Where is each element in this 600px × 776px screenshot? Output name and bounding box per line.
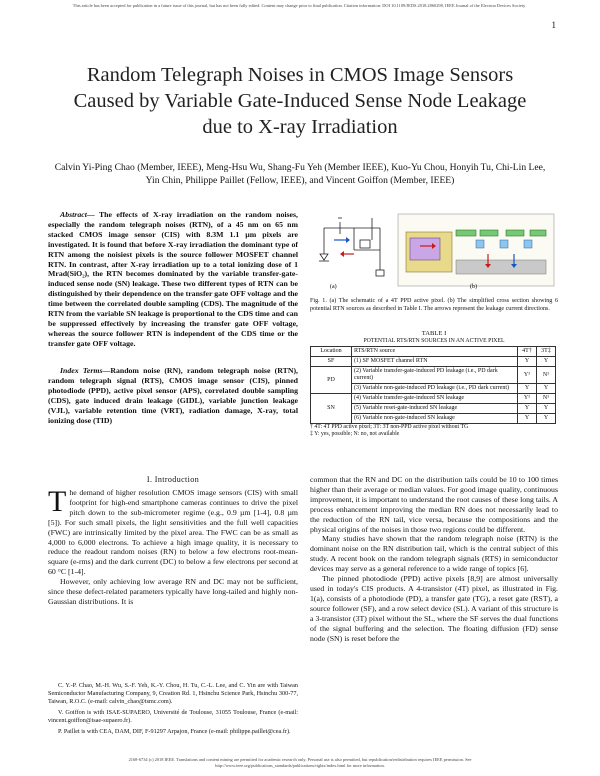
table-location-sf: SF [311, 357, 352, 367]
table-location-pd: PD [311, 367, 352, 394]
index-terms-label: Index Terms [60, 366, 103, 375]
table-1 [310, 346, 558, 438]
index-terms-block [48, 366, 298, 425]
paper-authors: Calvin Yi-Ping Chao (Member, IEEE), Meng-Hsu Wu, Shang-Fu Yeh (Member IEEE), Kuo-Yu Chou, Honyih Tu, Chi-Lin Lee, Yin Chin, Philippe Paillet (Fellow, IEEE), and Vincent Goiffon (Member, IEEE) [54, 162, 546, 186]
table-note-2: ‡ Y: yes, possible; N: no, not available [310, 431, 400, 438]
figure-1 [310, 210, 556, 294]
abstract-text: The effects of X-ray irradiation on the random noises, especially the random telegraph noises (RTN), of a 45 nm on 65 nm stacked CMOS image sensor (CIS) with 8.3M 1.1 µm pixels are investigated. It is found that before X-ray irradiation the dominant type of RTN among the noisiest pixels is the source follower MOSFET channel RTN. In contrast, after X-ray irradiation up to a total ionizing dose of 1 Mrad(SiO₂), the RTN becomes dominated by the variable transfer-gate-induced sense node (SN) leakage. These two different types of RTN can be distinguished by their dependence on the transfer gate OFF voltage and the time between the correlated double sampling (CDS). The magnitude of the RTN from the variable SN leakage is proportional to the CDS time and can be suppressed effectively by increasing the transfer gate OFF voltage, whereas the source follower RTN is independent of the CDS time or the transfer gate OFF voltage. [48, 210, 299, 348]
footer-line-2: http://www.ieee.org/publications_standards/publications/rights/index.html for more information. [215, 762, 385, 768]
table-row [311, 357, 556, 367]
page-number: 1 [551, 20, 556, 30]
table-3t-value: Y [537, 414, 556, 424]
table-source: (6) Variable non-gate-induced SN leakage [352, 414, 518, 424]
pixel-schematic [319, 218, 384, 290]
footnote-affiliation-tsmc: C. Y.-P. Chao, M.-H. Wu, S.-F. Yeh, K.-Y. Chou, H. Tu, C.-L. Lee, and C. Yin are with Taiwan Semiconductor Manufacturing Company, 9, Creation Rd. 1, Hsinchu Science Park, Hsinchu 300-77, Taiwan, R.O.C. (e-mail: calvin_chao@tsmc.com). [48, 682, 298, 705]
table-note-1: † 4T: 4T PPD active pixel; 3T: 3T non-PPD active pixel without TG [310, 424, 469, 430]
table-3t-value: Y [537, 384, 556, 394]
body-paragraph-continuation: common that the RN and DC on the distribution tails could be 10 to 100 times higher than their average or median values. For good image quality, continuous improvement, it is important to understand the root causes of these long tails. A process enhancement improving the median RN does not necessarily lead to the reduction of the RN tail, vice versa, because the compositions and the physical origins of the noises in those two regions could be different. [310, 475, 558, 534]
body-paragraph-ppd: The pinned photodiode (PPD) active pixels [8,9] are almost universally used in today's CIS products. A 4-transistor (4T) pixel, as illustrated in Fig. 1(a), consists of a photodiode (PD), a transfer gate (TG), a reset gate (RST), a source follower (SF), and a row select device (SL). A variant of this structure is a 3-transistor (3T) pixel without the SL, where the SF serves the dual functions of the signal buffering and the selection. The floating diffusion (FD) sense node (SN) is reset before the [310, 574, 558, 643]
table-4t-value: Y [518, 357, 537, 367]
table-3t-value: Y [537, 357, 556, 367]
table-header-source: RTS/RTN source [352, 347, 518, 357]
abstract-block [48, 210, 298, 349]
table-1-subtitle: POTENTIAL RTS/RTN SOURCES IN AN ACTIVE PIXEL [363, 338, 505, 344]
table-source: (1) SF MOSFET channel RTN [352, 357, 518, 367]
table-source: (4) Variable transfer-gate-induced SN leakage [352, 394, 518, 404]
table-header-3t: 3T‡ [537, 347, 556, 357]
abstract-label: Abstract [60, 210, 87, 219]
table-source: (3) Variable non-gate-induced PD leakage (i.e., PD dark current) [352, 384, 518, 394]
table-header-location: Location [311, 347, 352, 357]
paper-title: Random Telegraph Noises in CMOS Image Sensors Caused by Variable Gate-Induced Sense Node Leakage due to X-ray Irradiation [73, 64, 527, 138]
right-column-text [310, 475, 558, 643]
table-3t-value: Y [537, 404, 556, 414]
drop-cap: T [48, 485, 67, 518]
table-4t-value: Y [518, 384, 537, 394]
section-heading-introduction: I. Introduction [146, 475, 200, 484]
table-4t-value: Y¹ [518, 394, 537, 404]
table-header-row [311, 347, 556, 357]
table-4t-value: Y¹ [518, 367, 537, 384]
index-terms-paragraph: Index Terms—Random noise (RN), random telegraph noise (RTN), random telegraph signal (RTS), CMOS image sensor (CIS), pinned photodiode (PPD), active pixel sensor (APS), correlated double sampling (CDS), gate induced drain leakage (GIDL), variable junction leakage (VJL), variable retention time (VRT), radiation damage, X-ray, total ionizing dose (TID) [48, 366, 299, 425]
table-3t-value: N¹ [537, 367, 556, 384]
table-4t-value: Y [518, 404, 537, 414]
table-row [311, 394, 556, 404]
table-4t-value: Y [518, 414, 537, 424]
table-1-title: TABLE I [421, 330, 447, 337]
intro-paragraph-2: However, only achieving low average RN and DC may not be sufficient, since these defect-related parameters typically have long-tailed and highly non-Gaussian distributions. It is [48, 577, 298, 606]
table-header-4t: 4T† [518, 347, 537, 357]
footnote-affiliation-isae: V. Goiffon is with ISAE-SUPAERO, Université de Toulouse, 31055 Toulouse, France (e-mail: vincent.goiffon@isae-supaero.fr). [48, 709, 298, 724]
figure-1-schematic [310, 210, 556, 294]
table-source: (5) Variable reset-gate-induced SN leakage [352, 404, 518, 414]
pixel-cross-section [398, 214, 554, 290]
footer-line-1: 2168-6734 (c) 2018 IEEE. Translations and content mining are permitted for academic research only. Personal use is also permitted, but republication/redistribution requires IEEE permission. See [128, 757, 472, 762]
table-source: (2) Variable transfer-gate-induced PD leakage (i.e., PD dark current) [352, 367, 518, 384]
table-row [311, 367, 556, 384]
intro-block [48, 485, 298, 607]
journal-header-note: This article has been accepted for publication in a future issue of this journal, but has not been fully edited. Content may change prior to final publication. Citation information: DOI 10.1109/JEDS.2018.2860298, IEEE Journal of the Electron Devices Society [72, 3, 526, 8]
figure-1-caption: Fig. 1. (a) The schematic of a 4T PPD active pixel. (b) The simplified cross section showing 6 potential RTN sources as described in Table I. The arrows represent the leakage current directions. [310, 298, 558, 312]
figure-label-b: (b) [470, 284, 477, 290]
copyright-footer [20, 757, 580, 768]
index-terms-text: Random noise (RN), random telegraph noise (RTN), random telegraph signal (RTS), CMOS image sensor (CIS), pinned photodiode (PPD), active pixel sensor (APS), correlated double sampling (CDS), gate induced drain leakage (GIDL), variable junction leakage (VJL), variable retention time (VRT), radiation damage, X-ray, total ionizing dose (TID) [48, 366, 299, 425]
figure-label-a: (a) [330, 284, 337, 290]
intro-paragraph-1 [48, 485, 298, 577]
body-paragraph-rtn: Many studies have shown that the random telegraph noise (RTN) is the dominant noise on the RN distribution tail, which is the central subject of this study. A recent book on the random telegraph signals (RTS) in semiconductor devices may serve as a general reference to a wide range of topics [6]. [310, 534, 558, 574]
author-footnotes [48, 682, 298, 739]
intro-paragraph-1-text: he demand of higher resolution CMOS image sensors (CIS) with small footprint for high-end smartphone cameras continues to drive the pixel pitch down to the sub-micrometer regime (e.g., 0.9 µm [1-4], 0.8 µm [5]). For such small pixels, the light sensitivities and the full well capacities (FWC) are intrinsically limited by the pixel area. The FWC can be as small as 4,000 to 6,000 electrons. To achieve a high image quality, it is necessary to reduce the readout random noises (RN) to below a few electrons root-mean-square (e-rms) and the dark current (DC) to below a few electrons per second at 60 °C [1-4]. [48, 488, 298, 577]
table-3t-value: N¹ [537, 394, 556, 404]
footnote-affiliation-cea: P. Paillet is with CEA, DAM, DIF, F-91297 Arpajon, France (e-mail: philippe.paillet@cea.fr). [58, 728, 291, 735]
abstract-paragraph: Abstract— The effects of X-ray irradiation on the random noises, especially the random telegraph noises (RTN), of a 45 nm on 65 nm stacked CMOS image sensor (CIS) with 8.3M 1.1 µm pixels are investigated. It is found that before X-ray irradiation the dominant type of RTN among the noisiest pixels is the source follower MOSFET channel RTN. In contrast, after X-ray irradiation up to a total ionizing dose of 1 Mrad(SiO₂), the RTN becomes dominated by the variable transfer-gate-induced sense node (SN) leakage. These two different types of RTN can be distinguished by their dependence on the transfer gate OFF voltage and the time between the correlated double sampling (CDS). The magnitude of the RTN from the variable SN leakage is proportional to the CDS time and can be suppressed effectively by increasing the transfer gate OFF voltage, whereas the source follower RTN is independent of the CDS time or the transfer gate OFF voltage. [48, 210, 299, 348]
table-location-sn: SN [311, 394, 352, 424]
